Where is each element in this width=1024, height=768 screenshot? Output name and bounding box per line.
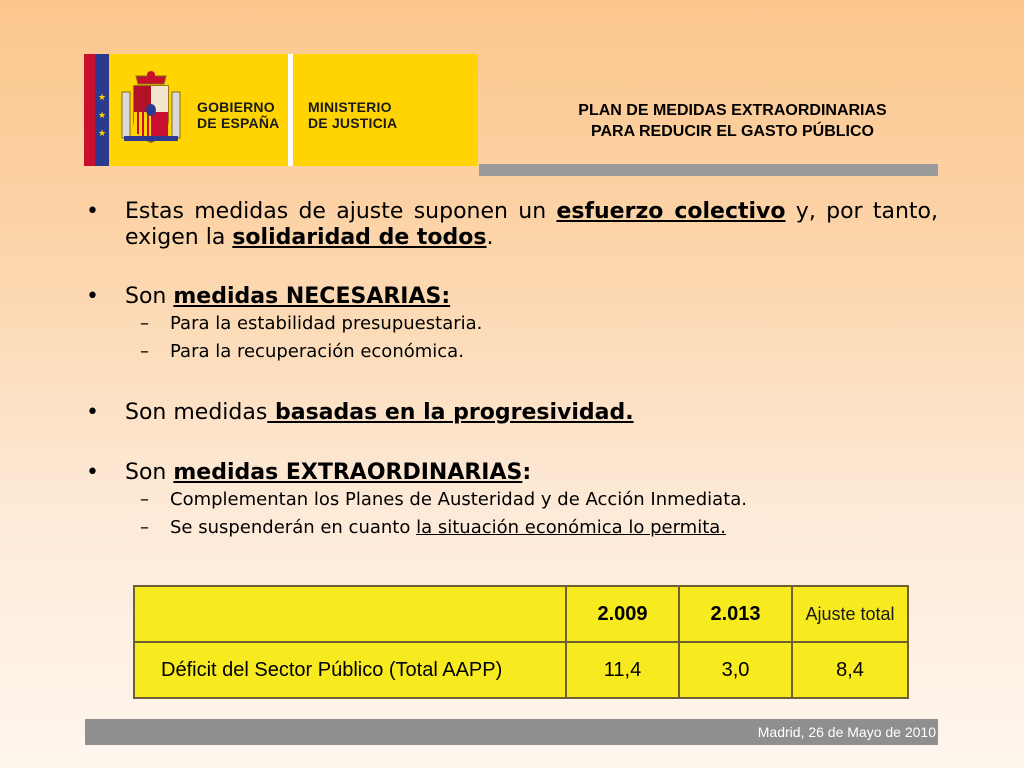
sub-bullet-item: – Para la estabilidad presupuestaria. [86,310,938,338]
bullet-text: Son [125,284,174,309]
bullet-item [86,460,938,486]
star-icon: ★ [98,111,107,121]
header-bar [479,164,938,176]
flag-stripe-red [84,54,95,166]
bullet-item [86,199,938,251]
bullet-emphasis: basadas en la progresividad. [267,400,634,425]
bullet-list [86,199,938,542]
slide-title-line2: PARA REDUCIR EL GASTO PÚBLICO [591,123,874,140]
sub-bullet-item: – Complementan los Planes de Austeridad y de Acción Inmediata. [86,486,938,514]
bullet-item [86,284,938,310]
bullet-text: . [486,225,494,250]
bullet-emphasis: medidas NECESARIAS: [173,284,451,309]
bullet-emphasis: medidas EXTRAORDINARIAS [173,460,523,485]
table-header-cell: 2.009 [566,586,679,642]
table-header-cell [134,586,566,642]
sub-bullet-item [86,514,938,542]
table-row [134,642,908,698]
flag-stripe-blue [95,54,109,166]
logo-divider [288,54,293,166]
logo-text-justicia: DE JUSTICIA [308,115,398,131]
table-cell: 11,4 [566,642,679,698]
table-cell: 3,0 [679,642,792,698]
bullet-text: Son [125,460,174,485]
logo-text-espana: DE ESPAÑA [197,115,280,131]
logo-text-ministerio: MINISTERIO [308,99,392,115]
bullet-text: : [522,460,532,485]
table-row-label: Déficit del Sector Público (Total AAPP) [134,642,566,698]
bullet-text: y, por tanto, exigen la [125,199,939,250]
footer-date: Madrid, 26 de Mayo de 2010 [757,724,936,740]
table-header-row [134,586,908,642]
deficit-table [133,585,909,699]
table-cell: 8,4 [792,642,908,698]
logo-text-gobierno: GOBIERNO [197,99,275,115]
bullet-emphasis: esfuerzo colectivo [556,199,786,224]
footer-bar [85,719,938,745]
sub-bullet-item: – Para la recuperación económica. [86,338,938,366]
bullet-text: Son medidas [125,400,268,425]
table-header-cell: 2.013 [679,586,792,642]
table-header-cell: Ajuste total [792,586,908,642]
star-icon: ★ [98,93,107,103]
government-logo [84,54,478,166]
sub-bullet-emphasis: la situación económica lo permita. [416,517,727,538]
star-icon: ★ [98,129,107,139]
bullet-text: Estas medidas de ajuste suponen un [125,199,557,224]
coat-of-arms-icon [120,70,182,148]
slide-title [500,100,965,142]
bullet-emphasis: solidaridad de todos [232,225,487,250]
bullet-item [86,400,938,426]
sub-bullet-text: Se suspenderán en cuanto [170,517,417,538]
slide-title-line1: PLAN DE MEDIDAS EXTRAORDINARIAS [578,102,887,119]
